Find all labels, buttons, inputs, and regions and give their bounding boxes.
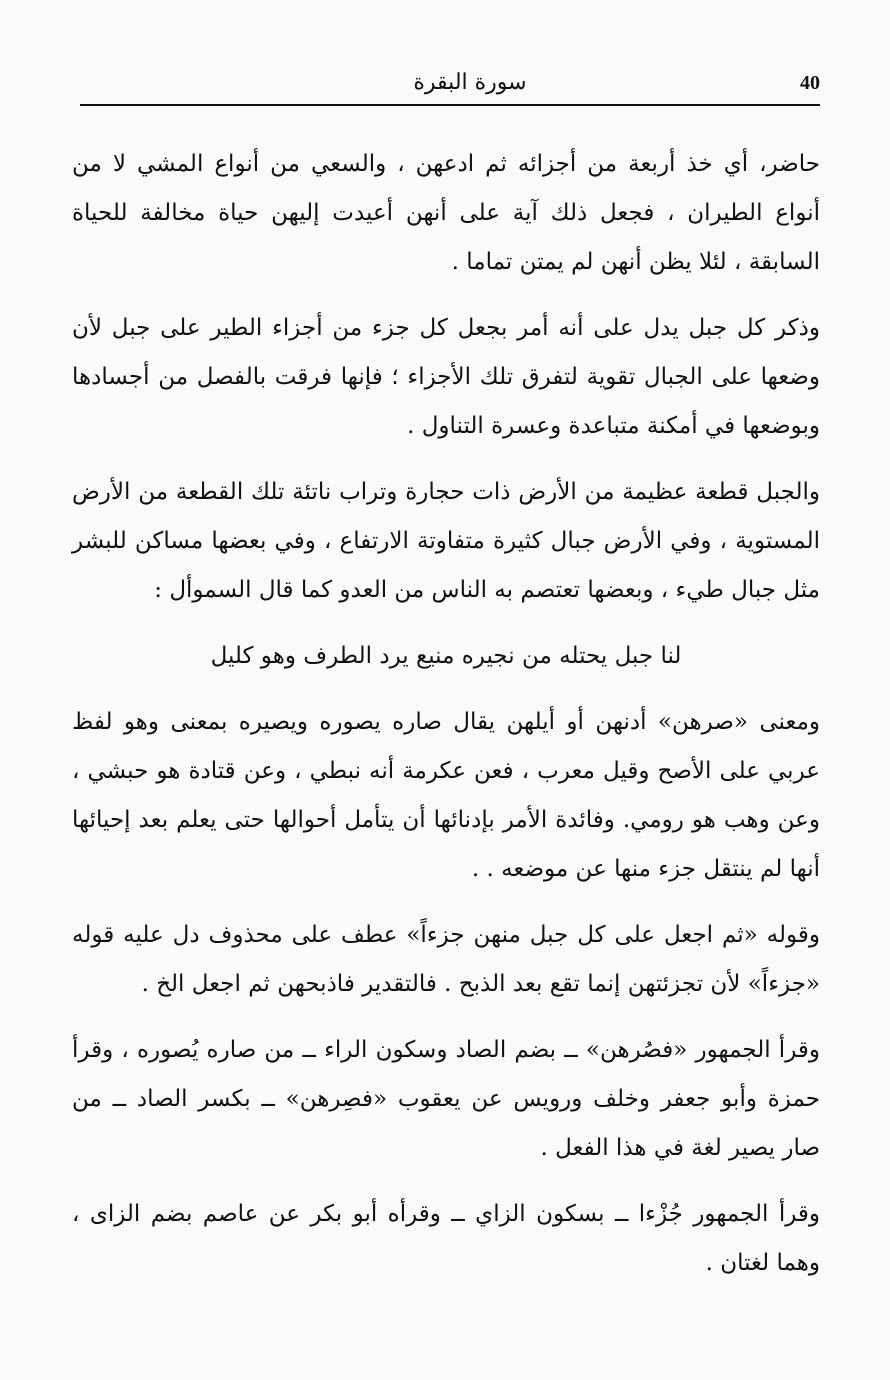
paragraph-5: وقوله «ثم اجعل على كل جبل منهن جزءاً» عطف على محذوف دل عليه قوله «جزءاً» لأن تجزئتهن إنما تقع بعد الذبح . فالتقدير فاذبحهن ثم اجعل الخ . bbox=[72, 922, 820, 997]
paragraph-2: وذكر كل جبل يدل على أنه أمر بجعل كل جزء من أجزاء الطير على جبل لأن وضعها على الجبال تقوية لتفرق تلك الأجزاء ؛ فإنها فرقت بالفصل من أجسادها وبوضعها في أمكنة متباعدة وعسرة التناول . bbox=[72, 315, 820, 439]
running-title: سورة البقرة bbox=[413, 70, 527, 95]
paragraph-1: حاضر، أي خذ أربعة من أجزائه ثم ادعهن ، والسعي من أنواع المشي لا من أنواع الطيران ، فجعل ذلك آية على أنهن أعيدت إليهن حياة مخالفة للحياة السابقة ، لئلا يظن أنهن لم يمتن تماما . bbox=[72, 151, 820, 275]
page-header bbox=[80, 68, 820, 106]
paragraph-3: والجبل قطعة عظيمة من الأرض ذات حجارة وتراب ناتئة تلك القطعة من الأرض المستوية ، وفي الأرض جبال كثيرة متفاوتة الارتفاع ، وفي بعضها مساكن للبشر مثل جبال طيء ، وبعضها تعتصم به الناس من العدو كما قال السموأل : bbox=[72, 479, 820, 603]
paragraph-6: وقرأ الجمهور «فصُرهن» ــ بضم الصاد وسكون الراء ــ من صاره يُصوره ، وقرأ حمزة وأبو جعفر وخلف ورويس عن يعقوب «فصِرهن» ــ بكسر الصاد ــ من صار يصير لغة في هذا الفعل . bbox=[72, 1037, 820, 1161]
body-text bbox=[72, 140, 820, 1305]
paragraph-7: وقرأ الجمهور جُزْءا ــ بسكون الزاي ــ وقرأه أبو بكر عن عاصم بضم الزاى ، وهما لغتان . bbox=[72, 1201, 820, 1276]
paragraph-4: ومعنى «صرهن» أدنهن أو أيلهن يقال صاره يصوره ويصيره بمعنى وهو لفظ عربي على الأصح وقيل معرب ، فعن عكرمة أنه نبطي ، وعن قتادة هو حبشي ، وعن وهب هو رومي. وفائدة الأمر بإدنائها أن يتأمل أحوالها حتى يعلم بعد إحيائها أنها لم ينتقل جزء منها عن موضعه . . bbox=[72, 709, 820, 882]
poetry-verse: لنا جبل يحتله من نجيره منيع يرد الطرف وهو كليل bbox=[210, 643, 682, 669]
page-number: 40 bbox=[800, 72, 820, 94]
